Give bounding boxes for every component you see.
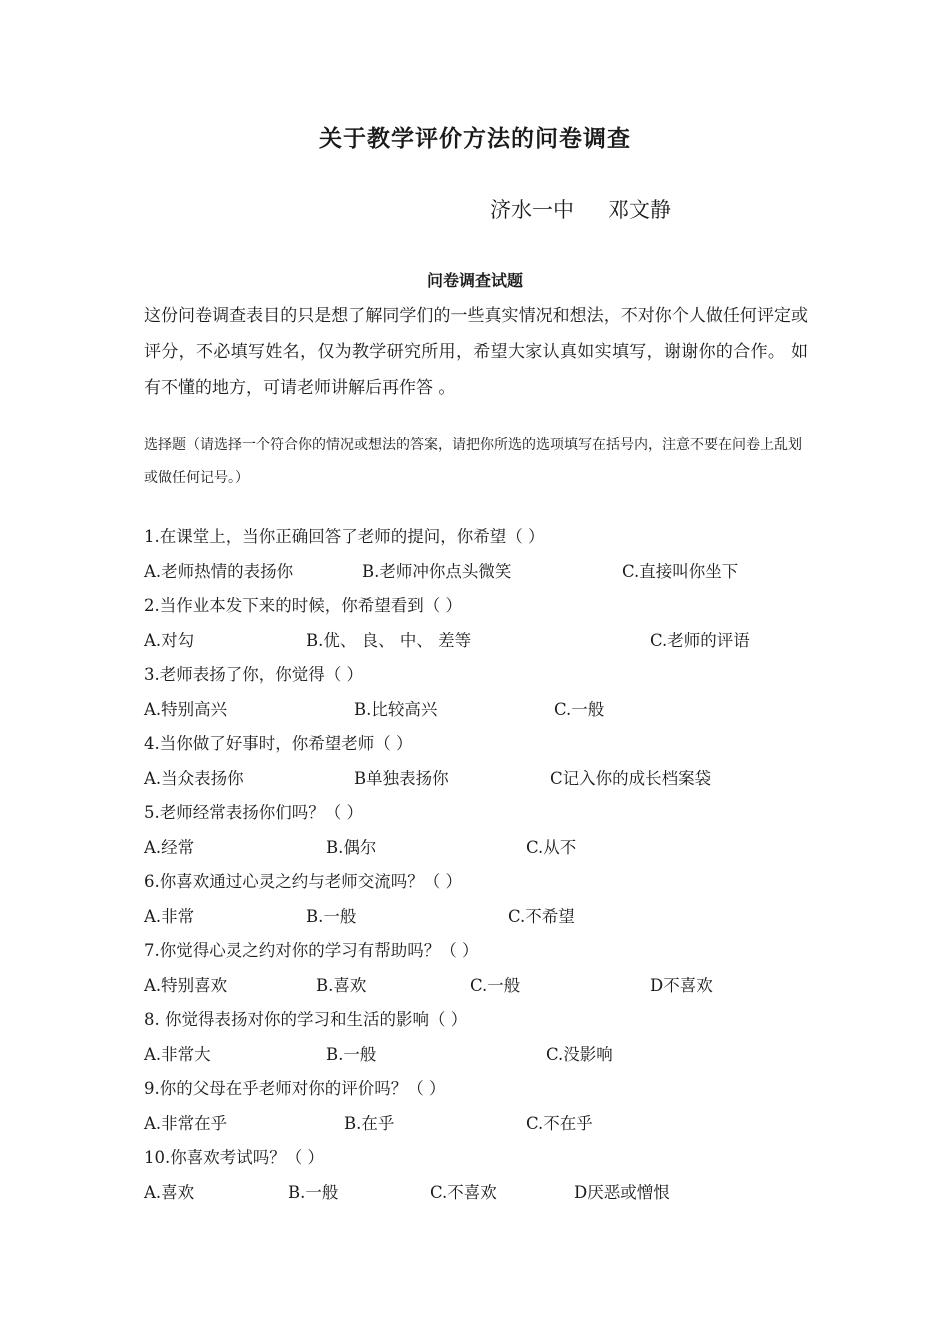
option: A.喜欢 (144, 1182, 195, 1202)
option: A.当众表扬你 (144, 768, 244, 788)
question-5: 5.老师经常表扬你们吗？（ ） (144, 803, 363, 822)
question-10: 10.你喜欢考试吗？（ ） (144, 1148, 324, 1167)
option: C.不在乎 (526, 1113, 593, 1133)
option: A.经常 (144, 837, 195, 857)
options-10 (144, 1176, 824, 1211)
option: B.一般 (306, 906, 357, 926)
author-school: 济水一中 (490, 198, 574, 222)
question-7: 7.你觉得心灵之约对你的学习有帮助吗？（ ） (144, 941, 479, 960)
options-5 (144, 831, 824, 866)
option: B.一般 (288, 1182, 339, 1202)
option: A.老师热情的表扬你 (144, 561, 294, 581)
options-3 (144, 693, 824, 728)
option: B.一般 (326, 1044, 377, 1064)
option: C.直接叫你坐下 (622, 561, 739, 581)
options-8 (144, 1038, 824, 1073)
option: C.一般 (470, 975, 521, 995)
option: B.比较高兴 (354, 699, 438, 719)
options-4 (144, 762, 824, 797)
option: B单独表扬你 (354, 768, 449, 788)
option: C.不喜欢 (430, 1182, 497, 1202)
intro-paragraph: 这份问卷调查表目的只是想了解同学们的一些真实情况和想法，不对你个人做任何评定或评分，不必填写姓名，仅为教学研究所用，希望大家认真如实填写，谢谢你的合作。 如有不懂的地方，可请老师讲解后再作答 。 (144, 306, 808, 398)
document-title: 关于教学评价方法的问卷调查 (319, 125, 631, 152)
options-1 (144, 555, 824, 590)
options-2 (144, 624, 824, 659)
option: C.从不 (526, 837, 577, 857)
option: D不喜欢 (650, 975, 713, 995)
question-9: 9.你的父母在乎老师对你的评价吗？（ ） (144, 1079, 446, 1098)
instructions-paragraph: 选择题（请选择一个符合你的情况或想法的答案，请把你所选的选项填写在括号内，注意不要在问卷上乱划或做任何记号。） (144, 437, 802, 486)
option: B.偶尔 (326, 837, 377, 857)
option: D厌恶或憎恨 (574, 1182, 670, 1202)
section-subtitle: 问卷调查试题 (426, 271, 523, 290)
question-3: 3.老师表扬了你，你觉得（ ） (144, 665, 363, 684)
option: A.特别喜欢 (144, 975, 228, 995)
author-line (490, 194, 671, 224)
option: A.非常 (144, 906, 195, 926)
question-1: 1.在课堂上，当你正确回答了老师的提问，你希望（ ） (144, 527, 545, 546)
author-name: 邓文静 (608, 198, 671, 222)
option: A.非常在乎 (144, 1113, 228, 1133)
question-4: 4.当你做了好事时，你希望老师（ ） (144, 734, 413, 753)
option: B.在乎 (344, 1113, 395, 1133)
question-6: 6.你喜欢通过心灵之约与老师交流吗？（ ） (144, 872, 462, 891)
question-2: 2.当作业本发下来的时候，你希望看到（ ） (144, 596, 462, 615)
option: C.没影响 (546, 1044, 613, 1064)
options-9 (144, 1107, 824, 1142)
options-6 (144, 900, 824, 935)
question-list (144, 520, 824, 1210)
option: C.一般 (554, 699, 605, 719)
options-7 (144, 969, 824, 1004)
option: C.不希望 (508, 906, 575, 926)
option: A.非常大 (144, 1044, 211, 1064)
option: B.老师冲你点头微笑 (362, 561, 512, 581)
option: A.特别高兴 (144, 699, 228, 719)
option: C记入你的成长档案袋 (550, 768, 712, 788)
option: B.优、 良、 中、 差等 (306, 630, 472, 650)
option: B.喜欢 (316, 975, 367, 995)
option: A.对勾 (144, 630, 195, 650)
question-8: 8. 你觉得表扬对你的学习和生活的影响（ ） (144, 1010, 468, 1029)
option: C.老师的评语 (650, 630, 750, 650)
